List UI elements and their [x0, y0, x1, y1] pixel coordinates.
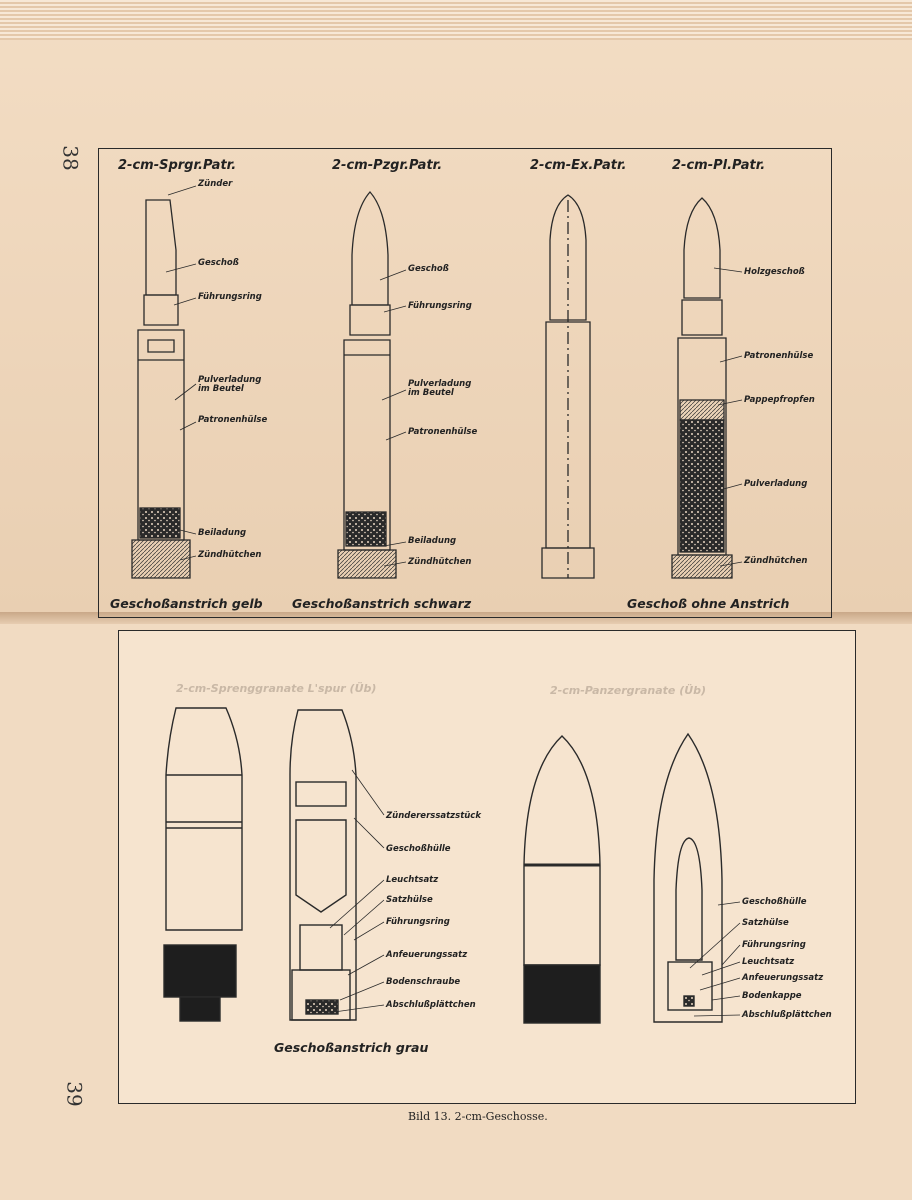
label-pzgr-huelse: Patronenhülse	[408, 427, 478, 437]
label-pl-pappe: Pappepfropfen	[744, 395, 815, 405]
label-pl-huelse: Patronenhülse	[744, 351, 814, 361]
label-sprgr-zuender: Zünder	[198, 179, 233, 189]
panzergranate-section	[654, 734, 722, 1022]
label-sprgr-fuehrungsring: Führungsring	[198, 292, 262, 302]
ex-cartridge	[542, 195, 594, 578]
label-br-abschluss: Abschlußplättchen	[742, 1010, 832, 1020]
label-br-anfeuer: Anfeuerungssatz	[742, 973, 824, 983]
title-sprgr: 2-cm-Sprgr.Patr.	[118, 158, 237, 173]
title-ex: 2-cm-Ex.Patr.	[530, 158, 627, 173]
label-bl-satz: Satzhülse	[386, 895, 433, 905]
label-br-satz: Satzhülse	[742, 918, 789, 928]
label-bl-abschluss: Abschlußplättchen	[386, 1000, 476, 1010]
sprgr-cartridge	[132, 200, 190, 578]
label-bl-anfeuer: Anfeuerungssatz	[386, 950, 468, 960]
page-number-bottom: 39	[62, 1081, 87, 1107]
pl-cartridge	[672, 198, 732, 578]
label-br-leucht: Leuchtsatz	[742, 957, 795, 967]
label-pl-zuendhuetchen: Zündhütchen	[744, 556, 808, 566]
footer-schwarz: Geschoßanstrich schwarz	[292, 596, 472, 611]
label-pl-holz: Holzgeschoß	[744, 267, 805, 277]
page-number-top: 38	[58, 145, 83, 171]
faded-title-panzer: 2-cm-Panzergranate (Üb)	[550, 684, 707, 697]
title-pzgr: 2-cm-Pzgr.Patr.	[332, 158, 443, 173]
label-bl-leucht: Leuchtsatz	[386, 875, 439, 885]
title-pl: 2-cm-Pl.Patr.	[672, 158, 766, 173]
label-pzgr-zuendhuetchen: Zündhütchen	[408, 557, 472, 567]
label-sprgr-geschoss: Geschoß	[198, 258, 239, 268]
label-bl-boden: Bodenschraube	[386, 977, 461, 987]
label-pzgr-fuehrungsring: Führungsring	[408, 301, 472, 311]
label-sprgr-pulver: Pulverladung im Beutel	[198, 375, 262, 394]
faded-title-spreng: 2-cm-Sprenggranate L'spur (Üb)	[176, 682, 377, 695]
label-bl-zuender: Zündererssatzstück	[386, 811, 481, 821]
footer-gelb: Geschoßanstrich gelb	[110, 596, 263, 611]
label-br-huelle: Geschoßhülle	[742, 897, 807, 907]
label-br-fuehrung: Führungsring	[742, 940, 806, 950]
label-bl-huelle: Geschoßhülle	[386, 844, 451, 854]
figure-caption: Bild 13. 2-cm-Geschosse.	[408, 1110, 548, 1123]
label-sprgr-huelse: Patronenhülse	[198, 415, 268, 425]
label-pzgr-geschoss: Geschoß	[408, 264, 449, 274]
footer-ohne: Geschoß ohne Anstrich	[627, 596, 790, 611]
label-pzgr-beiladung: Beiladung	[408, 536, 457, 546]
label-sprgr-zuendhuetchen: Zündhütchen	[198, 550, 262, 560]
label-br-boden: Bodenkappe	[742, 991, 802, 1001]
sprenggranate-outside	[164, 708, 242, 1021]
label-sprgr-beiladung: Beiladung	[198, 528, 247, 538]
panzergranate-outside	[524, 736, 600, 1023]
pzgr-cartridge	[338, 192, 396, 578]
label-pl-pulver: Pulverladung	[744, 479, 808, 489]
label-pzgr-pulver: Pulverladung im Beutel	[408, 379, 472, 398]
sprenggranate-section	[290, 710, 356, 1020]
label-bl-fuehrung: Führungsring	[386, 917, 450, 927]
footer-grau: Geschoßanstrich grau	[274, 1040, 429, 1055]
